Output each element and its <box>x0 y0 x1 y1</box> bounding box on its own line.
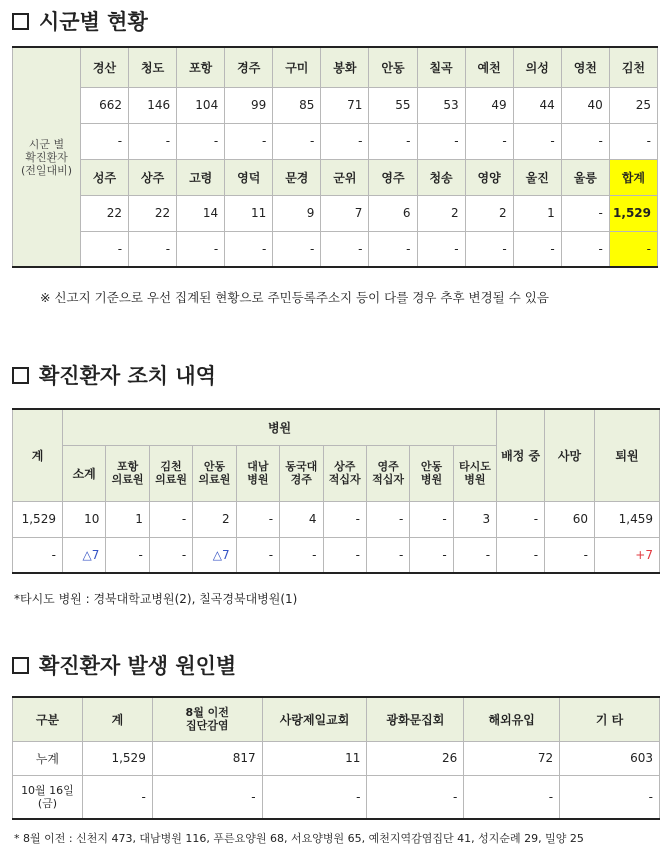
region-value: 25 <box>609 87 657 123</box>
region-value: 22 <box>80 195 128 231</box>
region-name: 영주 <box>369 159 417 195</box>
region-value: 53 <box>417 87 465 123</box>
sub-header-line: 동국대 <box>285 460 318 473</box>
region-name: 울릉 <box>561 159 609 195</box>
treatment-change: +7 <box>594 537 659 573</box>
treatment-cell: - <box>497 501 545 537</box>
region-change: - <box>369 231 417 267</box>
total-value: 1,529 <box>609 195 657 231</box>
region-value: 2 <box>465 195 513 231</box>
region-value: 71 <box>321 87 369 123</box>
section3-heading <box>12 650 236 680</box>
region-name: 봉화 <box>321 47 369 87</box>
cause-header: 기 타 <box>560 697 660 741</box>
region-table <box>12 46 658 268</box>
col-death: 사망 <box>545 409 595 501</box>
date-line: 10월 16일 <box>21 783 74 797</box>
region-name: 경주 <box>225 47 273 87</box>
sub-header-line: 안동 <box>420 460 443 473</box>
region-value: 1 <box>513 195 561 231</box>
region-value: 104 <box>177 87 225 123</box>
treatment-cell: 10 <box>62 501 105 537</box>
sub-header <box>366 445 409 501</box>
date-line: (금) <box>37 796 58 810</box>
sub-header-line: 의료원 <box>198 473 231 486</box>
cause-cell: - <box>152 775 262 819</box>
region-value: 11 <box>225 195 273 231</box>
region-value: 49 <box>465 87 513 123</box>
cause-cell: - <box>464 775 560 819</box>
sub-header-line: 병원 <box>464 473 486 486</box>
section2-heading <box>12 360 216 390</box>
row-label-line: 시군 별 <box>28 137 65 151</box>
treatment-note: *타시도 병원 : 경북대학교병원(2), 칠곡경북대병원(1) <box>14 592 298 606</box>
region-name: 상주 <box>129 159 177 195</box>
sub-header-line: 안동 <box>203 460 226 473</box>
treatment-cell: 2 <box>193 501 236 537</box>
region-row-label <box>13 47 81 267</box>
region-change: - <box>417 231 465 267</box>
region-name: 예천 <box>465 47 513 87</box>
region-name: 성주 <box>80 159 128 195</box>
region-change: - <box>273 231 321 267</box>
sub-header-line: 적십자 <box>328 473 361 486</box>
total-name: 합계 <box>609 159 657 195</box>
sub-header-line: 경주 <box>290 473 312 486</box>
treatment-change: - <box>410 537 453 573</box>
region-change: - <box>129 123 177 159</box>
sub-header-line: 타시도 <box>458 460 491 473</box>
region-name: 경산 <box>80 47 128 87</box>
region-name: 울진 <box>513 159 561 195</box>
cause-header: 광화문집회 <box>367 697 464 741</box>
treatment-change: - <box>497 537 545 573</box>
region-value: 9 <box>273 195 321 231</box>
treatment-cell: - <box>366 501 409 537</box>
cause-cell: - <box>560 775 660 819</box>
treatment-change: △7 <box>193 537 236 573</box>
region-value: 6 <box>369 195 417 231</box>
region-change: - <box>609 123 657 159</box>
treatment-change: - <box>236 537 279 573</box>
region-change: - <box>417 123 465 159</box>
treatment-change: - <box>280 537 323 573</box>
region-name: 영양 <box>465 159 513 195</box>
sub-header-line: 상주 <box>334 460 356 473</box>
cause-header: 계 <box>82 697 152 741</box>
sub-header-line: 소계 <box>72 466 96 481</box>
region-change: - <box>465 231 513 267</box>
col-hospital: 병원 <box>62 409 496 445</box>
region-note: ※ 신고지 기준으로 우선 집계된 현황으로 주민등록주소지 등이 다를 경우 추후 변경될 수 있음 <box>40 290 549 305</box>
cause-note: * 8월 이전 : 신천지 473, 대남병원 116, 푸른요양원 68, 서요양병원 65, 예천지역감염집단 41, 성지순례 29, 밀양 25 <box>14 832 584 845</box>
sub-header-line: 의료원 <box>155 473 187 486</box>
treatment-table <box>12 408 660 574</box>
section3-title: 확진환자 발생 원인별 <box>39 654 237 678</box>
region-change: - <box>561 231 609 267</box>
treatment-cell: 1,459 <box>594 501 659 537</box>
cause-header: 구분 <box>13 697 83 741</box>
cause-cell: 11 <box>262 741 367 775</box>
region-value: 146 <box>129 87 177 123</box>
treatment-change: △7 <box>62 537 105 573</box>
sub-header <box>323 445 366 501</box>
col-total: 계 <box>13 409 63 501</box>
cause-cell: 72 <box>464 741 560 775</box>
cause-cell: - <box>367 775 464 819</box>
treatment-cell: 1 <box>106 501 149 537</box>
treatment-change: - <box>13 537 63 573</box>
sub-header-line: 대남 <box>247 460 269 473</box>
region-name: 포항 <box>177 47 225 87</box>
region-change: - <box>369 123 417 159</box>
region-name: 고령 <box>177 159 225 195</box>
treatment-change: - <box>323 537 366 573</box>
region-value: 662 <box>80 87 128 123</box>
sub-header <box>453 445 496 501</box>
checkbox-square-icon <box>12 13 29 30</box>
region-name: 김천 <box>609 47 657 87</box>
sub-header-line: 적십자 <box>372 473 405 486</box>
region-value: 2 <box>417 195 465 231</box>
cause-header: 해외유입 <box>464 697 560 741</box>
region-change: - <box>177 123 225 159</box>
treatment-cell: - <box>323 501 366 537</box>
cause-cell: - <box>82 775 152 819</box>
region-change: - <box>321 123 369 159</box>
cause-cell: 603 <box>560 741 660 775</box>
sub-header-line: 병원 <box>420 473 443 486</box>
treatment-cell: 60 <box>545 501 595 537</box>
col-assign: 배정 중 <box>497 409 545 501</box>
treatment-cell: - <box>149 501 192 537</box>
cause-cell: 817 <box>152 741 262 775</box>
sub-header <box>149 445 192 501</box>
treatment-cell: 4 <box>280 501 323 537</box>
region-change: - <box>273 123 321 159</box>
treatment-change: - <box>453 537 496 573</box>
row-label-line: (전일대비) <box>20 163 73 177</box>
cause-table <box>12 696 660 820</box>
sub-header-line: 포항 <box>116 460 139 473</box>
sub-header-line: 병원 <box>247 473 269 486</box>
region-change: - <box>225 231 273 267</box>
region-value: - <box>561 195 609 231</box>
sub-header <box>236 445 279 501</box>
col-discharge: 퇴원 <box>594 409 659 501</box>
sub-header-line: 영주 <box>377 460 399 473</box>
treatment-change: - <box>149 537 192 573</box>
region-name: 영천 <box>561 47 609 87</box>
region-name: 안동 <box>369 47 417 87</box>
section1-title: 시군별 현황 <box>39 10 148 34</box>
treatment-cell: 1,529 <box>13 501 63 537</box>
region-name: 청도 <box>129 47 177 87</box>
treatment-cell: - <box>236 501 279 537</box>
cause-header-line: 집단감염 <box>185 719 229 733</box>
sub-header <box>62 445 105 501</box>
treatment-cell: - <box>410 501 453 537</box>
region-name: 군위 <box>321 159 369 195</box>
region-change: - <box>465 123 513 159</box>
sub-header-line: 의료원 <box>111 473 144 486</box>
region-value: 7 <box>321 195 369 231</box>
sub-header <box>280 445 323 501</box>
region-name: 영덕 <box>225 159 273 195</box>
region-change: - <box>177 231 225 267</box>
region-change: - <box>225 123 273 159</box>
region-name: 의성 <box>513 47 561 87</box>
region-value: 44 <box>513 87 561 123</box>
section2-title: 확진환자 조치 내역 <box>39 364 216 388</box>
region-value: 99 <box>225 87 273 123</box>
region-name: 칠곡 <box>417 47 465 87</box>
region-value: 55 <box>369 87 417 123</box>
total-change: - <box>609 231 657 267</box>
treatment-cell: 3 <box>453 501 496 537</box>
cause-cell: - <box>262 775 367 819</box>
region-change: - <box>513 123 561 159</box>
region-value: 40 <box>561 87 609 123</box>
checkbox-square-icon <box>12 367 29 384</box>
treatment-change: - <box>545 537 595 573</box>
cause-header-line: 8월 이전 <box>185 706 229 720</box>
section1-heading <box>12 6 148 36</box>
cause-cell: 1,529 <box>82 741 152 775</box>
region-name: 구미 <box>273 47 321 87</box>
sub-header <box>410 445 453 501</box>
region-change: - <box>321 231 369 267</box>
cause-cell: 26 <box>367 741 464 775</box>
treatment-change: - <box>106 537 149 573</box>
region-value: 85 <box>273 87 321 123</box>
region-value: 22 <box>129 195 177 231</box>
region-change: - <box>561 123 609 159</box>
cause-date-label <box>13 775 83 819</box>
region-value: 14 <box>177 195 225 231</box>
checkbox-square-icon <box>12 657 29 674</box>
region-change: - <box>80 123 128 159</box>
cause-row-label: 누계 <box>13 741 83 775</box>
region-change: - <box>513 231 561 267</box>
treatment-change: - <box>366 537 409 573</box>
region-change: - <box>80 231 128 267</box>
sub-header-line: 김천 <box>160 460 182 473</box>
row-label-line: 확진환자 <box>25 150 68 164</box>
cause-header <box>152 697 262 741</box>
region-change: - <box>129 231 177 267</box>
cause-header: 사랑제일교회 <box>262 697 367 741</box>
region-name: 문경 <box>273 159 321 195</box>
sub-header <box>106 445 149 501</box>
region-name: 청송 <box>417 159 465 195</box>
sub-header <box>193 445 236 501</box>
